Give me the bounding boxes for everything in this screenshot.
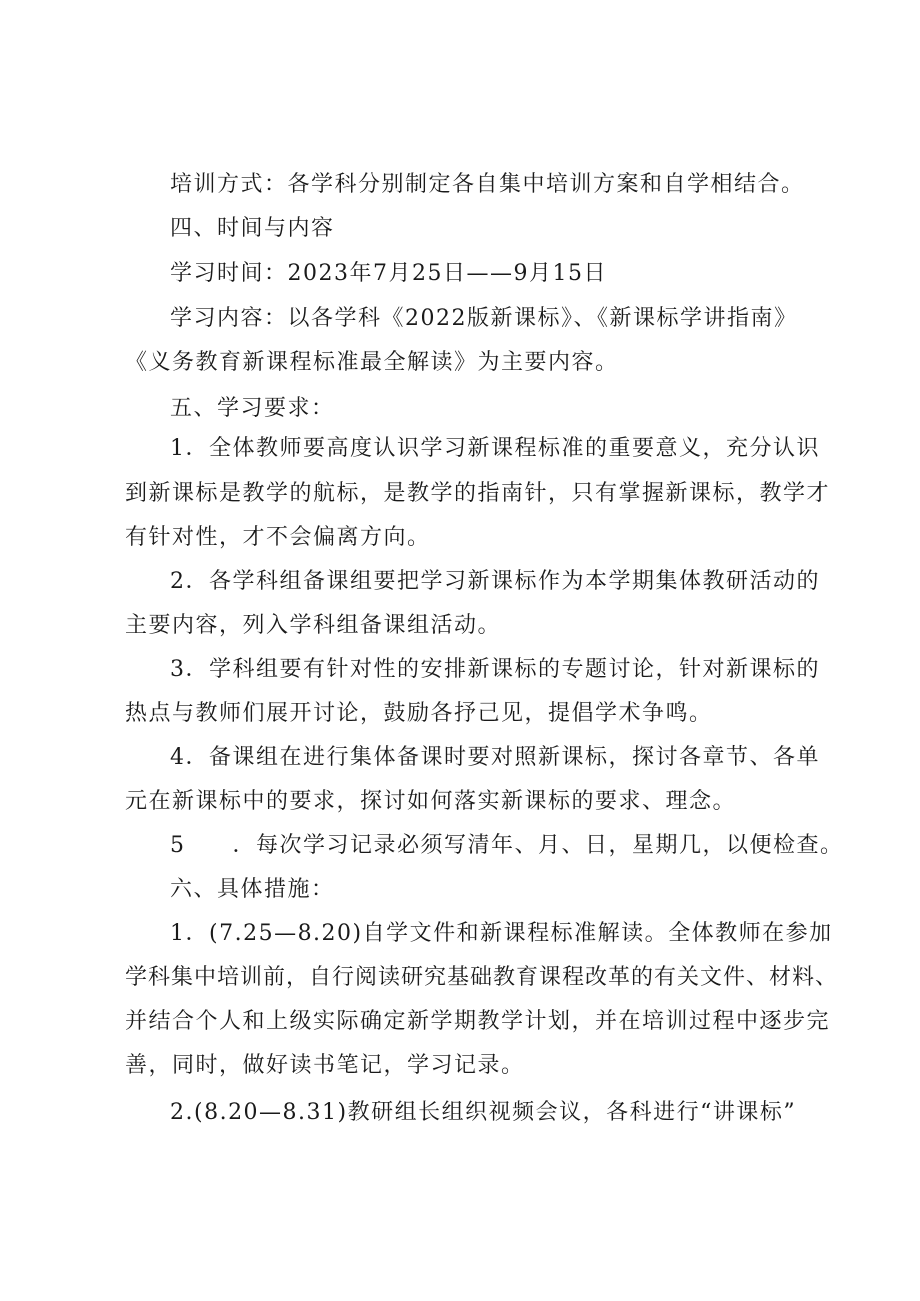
requirement-4: 4．备课组在进行集体备课时要对照新课标，探讨各章节、各单 (170, 745, 820, 770)
measure-1-cont-a: 学科集中培训前，自行阅读研究基础教育课程改革的有关文件、材料、 (125, 965, 839, 990)
requirement-3-cont: 热点与教师们展开讨论，鼓励各抒己见，提倡学术争鸣。 (125, 701, 713, 726)
measure-1-cont-c: 善，同时，做好读书笔记，学习记录。 (125, 1053, 525, 1078)
heading-specific-measures: 六、具体措施： (170, 877, 335, 902)
paragraph-study-content-cont: 《义务教育新课程标准最全解读》为主要内容。 (125, 350, 619, 375)
requirement-1-cont-a: 到新课标是教学的航标，是教学的指南针，只有掌握新课标，教学才 (125, 481, 831, 506)
measure-2: 2.(8.20—8.31)教研组长组织视频会议，各科进行“讲课标” (170, 1100, 797, 1125)
measure-1-cont-b: 并结合个人和上级实际确定新学期教学计划，并在培训过程中逐步完 (125, 1009, 831, 1034)
heading-study-requirements: 五、学习要求： (170, 396, 335, 421)
requirement-4-cont: 元在新课标中的要求，探讨如何落实新课标的要求、理念。 (125, 789, 737, 814)
requirement-3: 3．学科组要有针对性的安排新课标的专题讨论，针对新课标的 (170, 657, 820, 682)
measure-1: 1．(7.25—8.20)自学文件和新课程标准解读。全体教师在参加 (170, 921, 833, 946)
requirement-5: 5 ．每次学习记录必须写清年、月、日，星期几，以便检查。 (170, 833, 844, 858)
paragraph-study-time: 学习时间：2023年7月25日——9月15日 (170, 261, 607, 286)
paragraph-training-method: 培训方式：各学科分别制定各自集中培训方案和自学相结合。 (170, 172, 805, 197)
requirement-2: 2．各学科组备课组要把学习新课标作为本学期集体教研活动的 (170, 569, 820, 594)
requirement-1: 1．全体教师要高度认识学习新课程标准的重要意义，充分认识 (170, 436, 820, 461)
paragraph-study-content: 学习内容：以各学科《2022版新课标》、《新课标学讲指南》 (170, 306, 798, 331)
heading-time-and-content: 四、时间与内容 (170, 216, 335, 241)
requirement-1-cont-b: 有针对性，才不会偏离方向。 (125, 525, 431, 550)
requirement-2-cont: 主要内容，列入学科组备课组活动。 (125, 613, 502, 638)
